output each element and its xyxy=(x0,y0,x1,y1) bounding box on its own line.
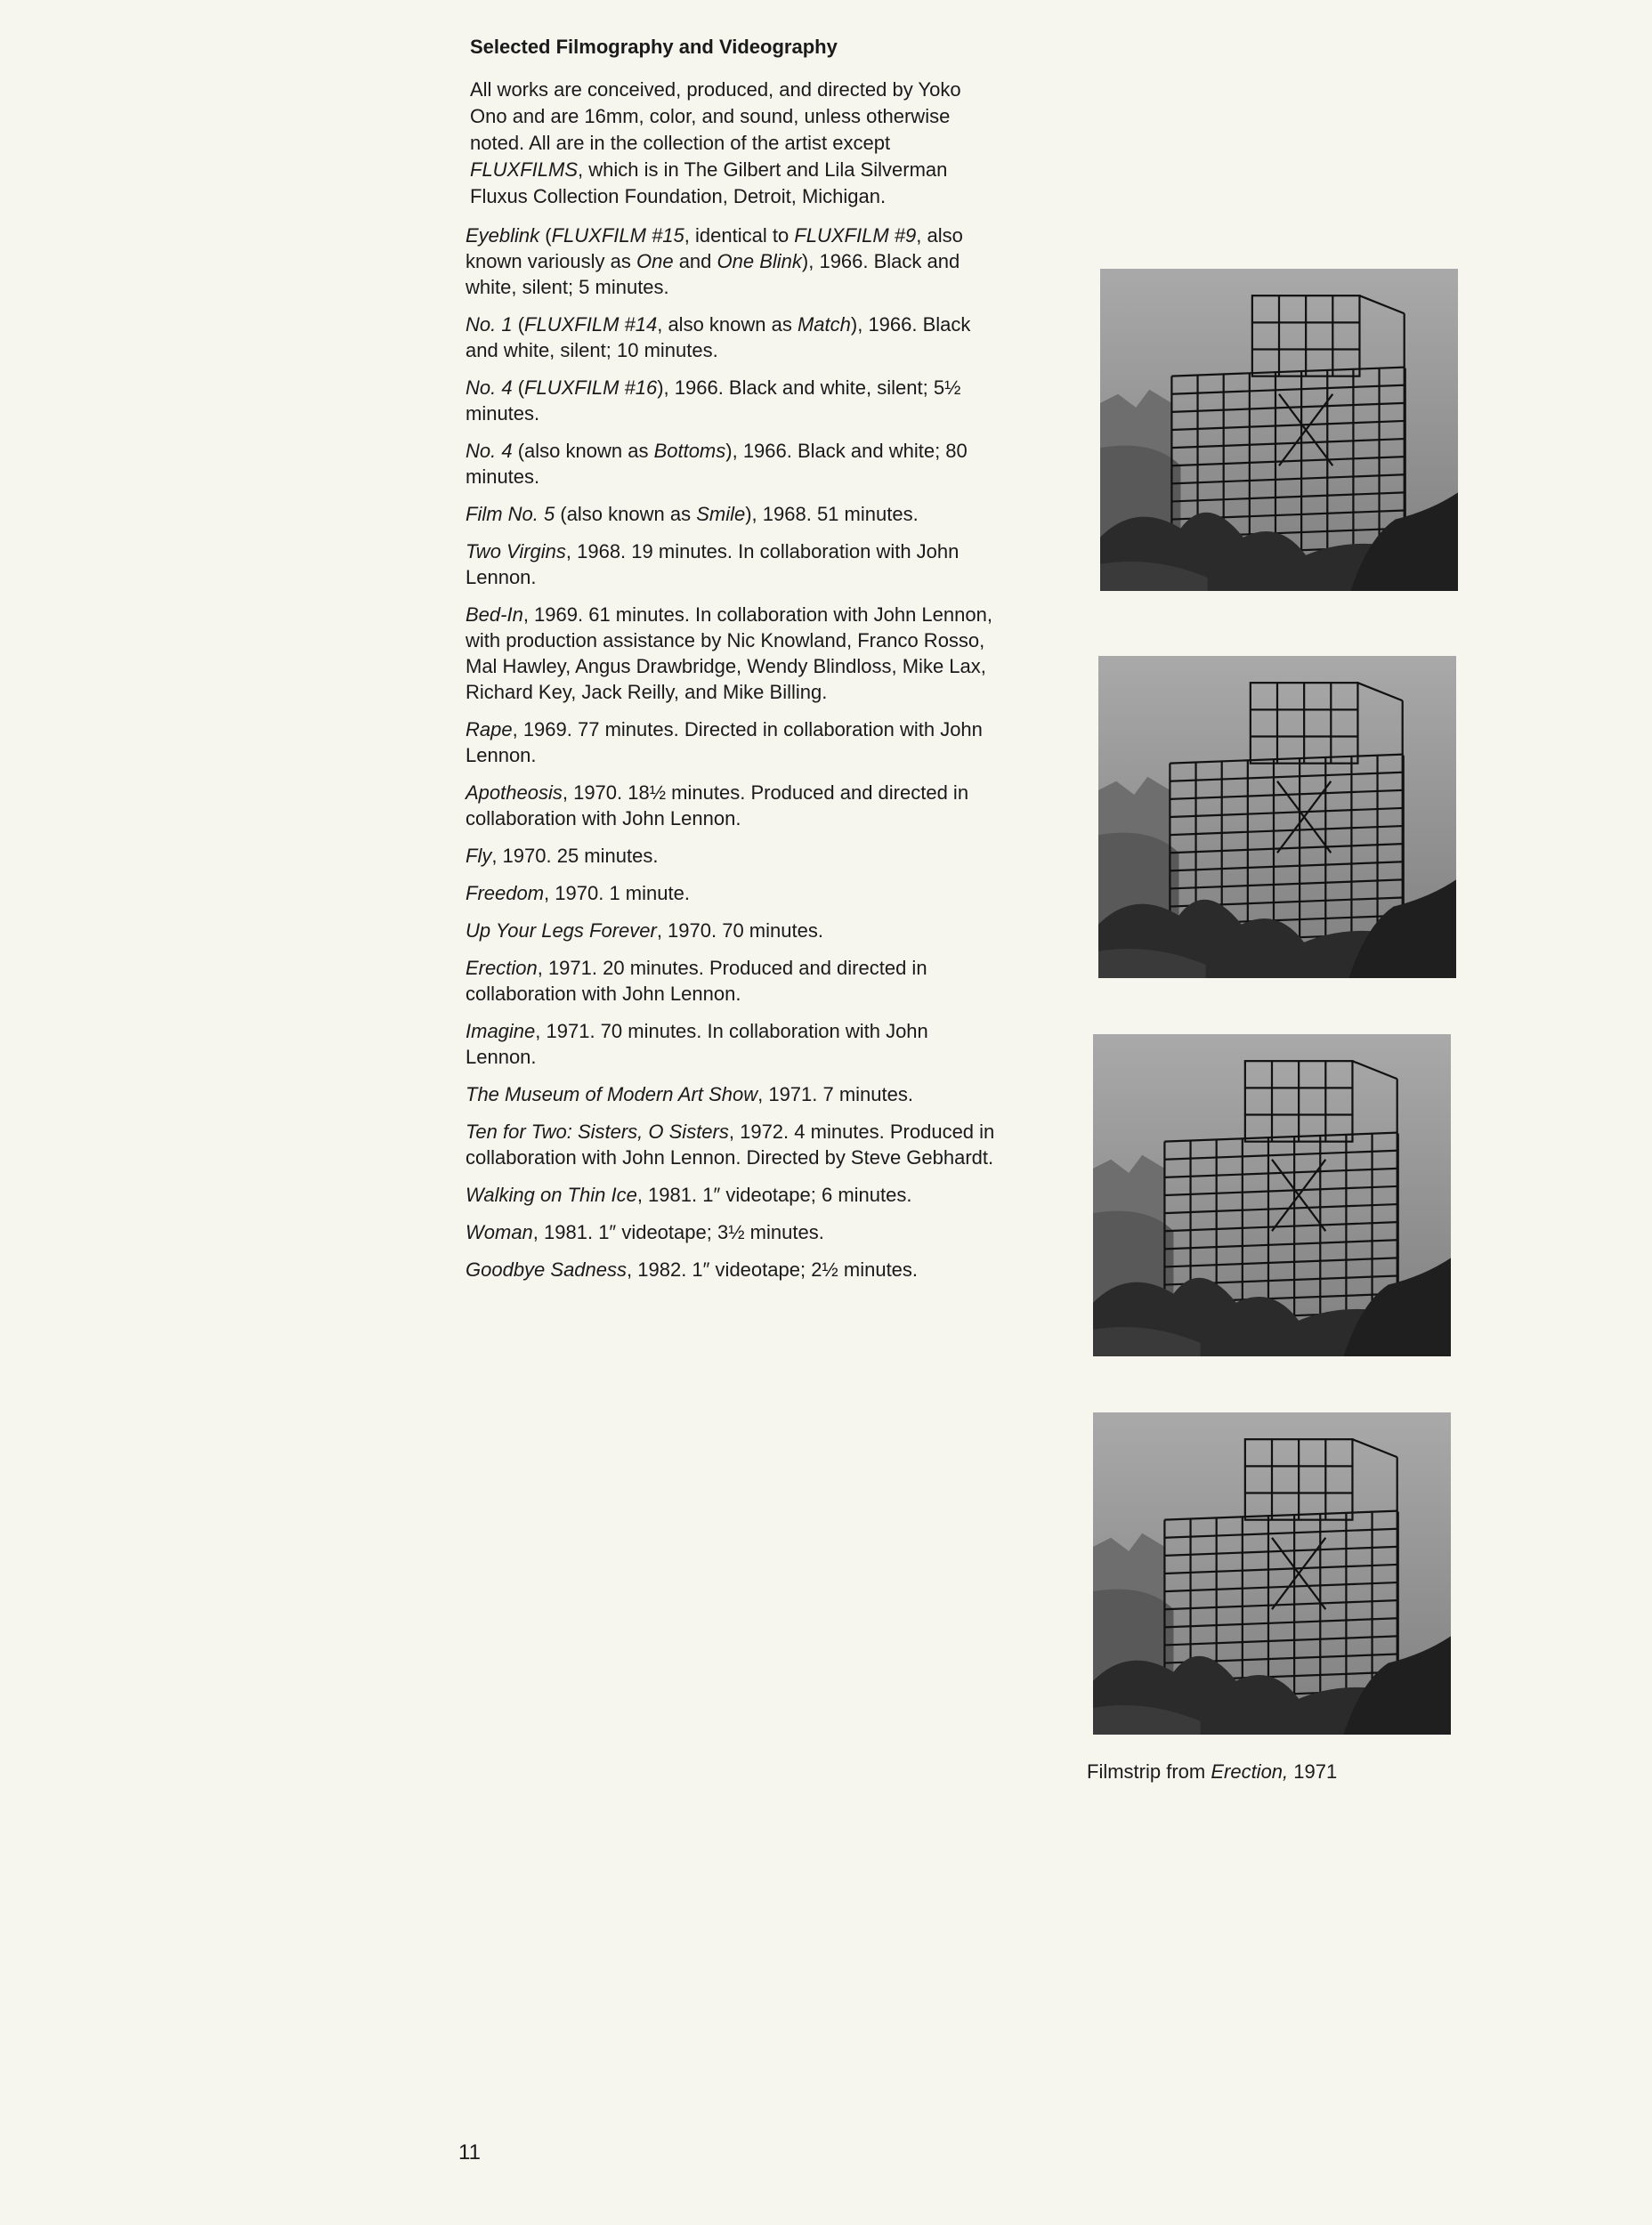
entry-text: ( xyxy=(512,376,525,399)
intro-italic: FLUXFILMS xyxy=(470,158,579,181)
filmography-entry xyxy=(466,1257,1000,1282)
entry-title: Match xyxy=(797,313,851,336)
entry-text: ), 1966. Black and white, silent; 10 minutes. xyxy=(466,313,971,361)
intro-text-end: , which is in The Gilbert and Lila Silverman Fluxus Collection Foundation, Detroit, Michigan. xyxy=(470,158,948,207)
entry-title: Imagine xyxy=(466,1020,536,1042)
entry-title: The Museum of Modern Art Show xyxy=(466,1083,758,1105)
entry-text: ), 1966. Black and white, silent; 5 minutes. xyxy=(466,250,960,298)
entry-text: (also known as xyxy=(512,440,654,462)
entry-text: , 1982. 1″ videotape; 2½ minutes. xyxy=(627,1258,919,1281)
entry-text: and xyxy=(673,250,717,272)
filmography-entry xyxy=(466,780,1000,831)
entry-title: Fly xyxy=(466,845,492,867)
figure-caption xyxy=(1087,1760,1337,1784)
intro-text: All works are conceived, produced, and directed by Yoko Ono and are 16mm, color, and sound, unless otherwise noted. All are in the collection of the artist except xyxy=(470,78,961,154)
entry-text: ), 1968. 51 minutes. xyxy=(745,503,919,525)
entry-text: , 1968. 19 minutes. In collaboration with John Lennon. xyxy=(466,540,960,588)
entry-title: Bed-In xyxy=(466,603,523,626)
entry-title: Goodbye Sadness xyxy=(466,1258,628,1281)
entry-text: , 1970. 70 minutes. xyxy=(656,919,823,942)
filmography-entry xyxy=(466,602,1000,705)
intro-paragraph xyxy=(470,77,1000,210)
film-frame-photo xyxy=(1093,1412,1451,1735)
entry-text: , 1971. 20 minutes. Produced and directed in collaboration with John Lennon. xyxy=(466,957,927,1005)
filmography-entry xyxy=(466,843,1000,869)
entry-title: FLUXFILM #14 xyxy=(524,313,658,336)
filmography-column xyxy=(466,34,1000,1294)
entry-text: , 1970. 1 minute. xyxy=(544,882,690,904)
entry-title: No. 4 xyxy=(466,440,513,462)
caption-year: 1971 xyxy=(1288,1760,1338,1783)
entry-text: (also known as xyxy=(555,503,697,525)
entry-text: , 1970. 25 minutes. xyxy=(491,845,659,867)
film-frame-photo xyxy=(1098,656,1456,978)
filmography-entry xyxy=(466,1018,1000,1070)
entry-text: , 1971. 7 minutes. xyxy=(757,1083,913,1105)
entry-text: , 1972. 4 minutes. Produced in collaboration with John Lennon. Directed by Steve Gebhardt. xyxy=(466,1121,995,1169)
entry-title: Bottoms xyxy=(653,440,726,462)
entry-text: ( xyxy=(512,313,525,336)
caption-text: Filmstrip from xyxy=(1087,1760,1211,1783)
filmography-entry xyxy=(466,438,1000,490)
entry-title: Rape xyxy=(466,718,513,740)
filmography-entry xyxy=(466,501,1000,527)
entry-title: FLUXFILM #16 xyxy=(524,376,658,399)
entry-title: Ten for Two: Sisters, O Sisters xyxy=(466,1121,729,1143)
entry-title: One Blink xyxy=(717,250,802,272)
entry-title: FLUXFILM #15 xyxy=(551,224,684,247)
entry-text: , 1969. 77 minutes. Directed in collaboration with John Lennon. xyxy=(466,718,983,766)
entry-text: , 1981. 1″ videotape; 6 minutes. xyxy=(636,1184,912,1206)
filmography-entry xyxy=(466,1219,1000,1245)
entry-title: Up Your Legs Forever xyxy=(466,919,657,942)
entry-title: Eyeblink xyxy=(466,224,540,247)
entry-title: FLUXFILM #9 xyxy=(794,224,917,247)
page-number: 11 xyxy=(458,2140,481,2164)
entry-text: , 1970. 18½ minutes. Produced and directed in collaboration with John Lennon. xyxy=(466,781,969,829)
filmography-entry xyxy=(466,312,1000,363)
filmography-entry xyxy=(466,716,1000,768)
entry-title: Film No. 5 xyxy=(466,503,555,525)
entry-text: , also known variously as xyxy=(466,224,963,272)
entry-title: No. 1 xyxy=(466,313,513,336)
entry-title: Walking on Thin Ice xyxy=(466,1184,637,1206)
caption-title: Erection, xyxy=(1211,1760,1289,1783)
entry-title: Two Virgins xyxy=(466,540,566,562)
entry-text: , identical to xyxy=(684,224,795,247)
entry-title: No. 4 xyxy=(466,376,513,399)
entry-text: ( xyxy=(539,224,552,247)
entry-text: , 1971. 70 minutes. In collaboration with John Lennon. xyxy=(466,1020,928,1068)
filmography-entry xyxy=(466,1182,1000,1208)
filmography-entry xyxy=(466,538,1000,590)
film-frame-photo xyxy=(1100,269,1458,591)
section-heading: Selected Filmography and Videography xyxy=(470,36,838,58)
filmography-list xyxy=(466,222,1000,1282)
entry-text: , also known as xyxy=(657,313,798,336)
entry-title: One xyxy=(636,250,674,272)
entry-title: Smile xyxy=(696,503,746,525)
filmography-entry xyxy=(466,1081,1000,1107)
entry-title: Freedom xyxy=(466,882,545,904)
entry-title: Woman xyxy=(466,1221,533,1243)
entry-text: , 1981. 1″ videotape; 3½ minutes. xyxy=(532,1221,824,1243)
entry-title: Erection xyxy=(466,957,538,979)
filmography-entry xyxy=(466,1119,1000,1170)
film-frame-photo xyxy=(1093,1034,1451,1356)
entry-text: , 1969. 61 minutes. In collaboration with John Lennon, with production assistance by Nic Knowland, Franco Rosso, Mal Hawley, Angus Drawbridge, Wendy Blindloss, Mike Lax, Richard Key, Jack Reilly, and Mike Billing. xyxy=(466,603,992,703)
filmography-entry xyxy=(466,222,1000,300)
filmography-entry xyxy=(466,918,1000,943)
filmography-entry xyxy=(466,955,1000,1007)
entry-title: Apotheosis xyxy=(466,781,563,804)
entry-text: ), 1966. Black and white; 80 minutes. xyxy=(466,440,968,488)
filmography-entry xyxy=(466,880,1000,906)
filmography-entry xyxy=(466,375,1000,426)
entry-text: ), 1966. Black and white, silent; 5½ minutes. xyxy=(466,376,961,425)
